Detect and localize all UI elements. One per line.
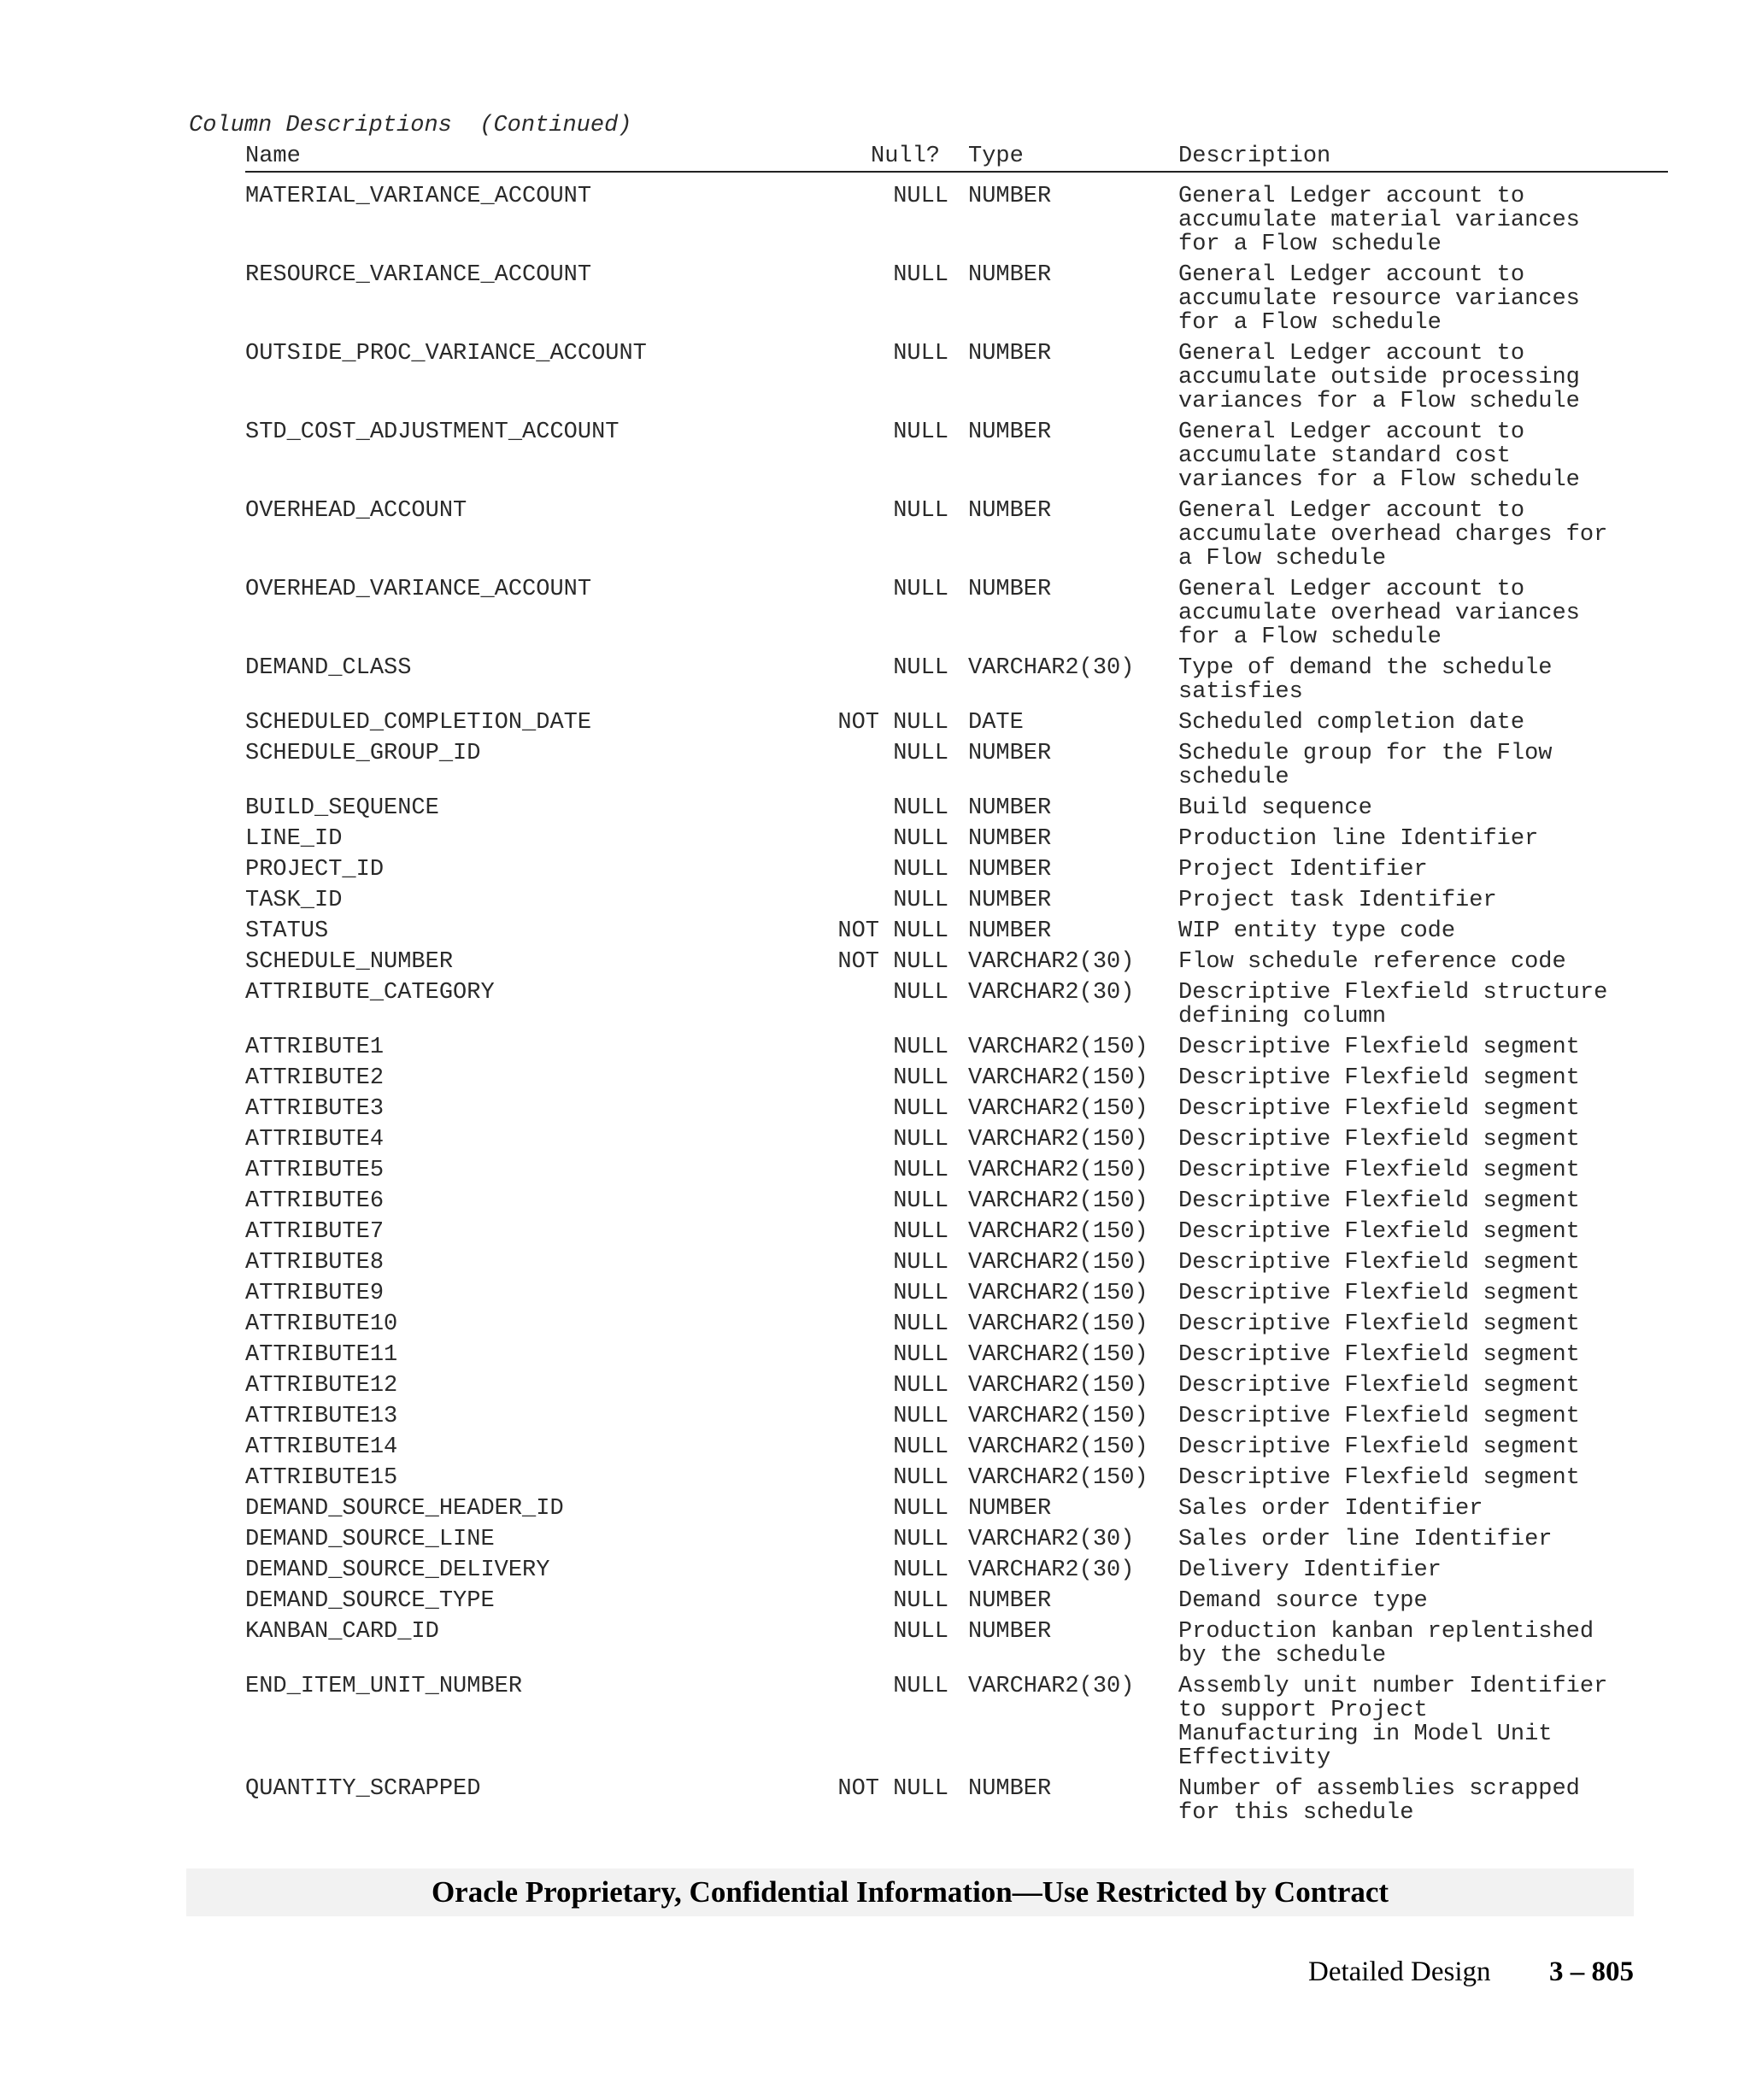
description-line: accumulate material variances [1178,208,1580,233]
description-line: Scheduled completion date [1178,710,1525,736]
column-type: NUMBER [968,857,1052,883]
column-nullability: NULL [893,1588,948,1614]
description-line: Demand source type [1178,1588,1428,1614]
header-null: Null? [871,144,941,169]
column-description [1178,1374,1691,1398]
column-description [1178,1497,1691,1521]
column-type: VARCHAR2(150) [968,1219,1148,1245]
column-name: ATTRIBUTE6 [245,1188,385,1214]
column-name: ATTRIBUTE12 [245,1373,398,1399]
column-type: VARCHAR2(150) [968,1311,1148,1337]
column-name: ATTRIBUTE_CATEGORY [245,980,495,1006]
description-line: Number of assemblies scrapped [1178,1776,1580,1802]
confidential-banner [186,1868,1634,1916]
column-description [1178,578,1691,649]
column-description [1178,742,1691,789]
description-line: Descriptive Flexfield segment [1178,1404,1580,1429]
column-description [1178,499,1691,571]
description-line: for a Flow schedule [1178,310,1442,336]
description-line: Build sequence [1178,795,1372,821]
column-nullability: NULL [893,1250,948,1276]
column-nullability: NULL [893,1035,948,1060]
column-type: NUMBER [968,795,1052,821]
description-line: Descriptive Flexfield segment [1178,1342,1580,1368]
banner-text: Oracle Proprietary, Confidential Information––Use Restricted by Contract [431,1875,1389,1909]
column-nullability: NULL [893,795,948,821]
column-name: ATTRIBUTE5 [245,1158,385,1183]
column-type: VARCHAR2(150) [968,1065,1148,1091]
description-line: Descriptive Flexfield segment [1178,1465,1580,1491]
column-description [1178,1282,1691,1305]
column-type: NUMBER [968,826,1052,852]
column-name: ATTRIBUTE15 [245,1465,398,1491]
column-type: NUMBER [968,262,1052,288]
column-name: OUTSIDE_PROC_VARIANCE_ACCOUNT [245,341,647,367]
column-name: KANBAN_CARD_ID [245,1619,439,1645]
description-line: Descriptive Flexfield segment [1178,1188,1580,1214]
column-nullability: NULL [893,419,948,445]
column-type: VARCHAR2(150) [968,1465,1148,1491]
column-type: NUMBER [968,419,1052,445]
column-type: VARCHAR2(30) [968,1527,1135,1552]
column-nullability: NULL [893,888,948,913]
column-name: DEMAND_SOURCE_HEADER_ID [245,1496,564,1522]
description-line: accumulate standard cost [1178,443,1511,469]
column-nullability: NOT NULL [837,949,948,975]
description-line: Descriptive Flexfield segment [1178,1373,1580,1399]
column-name: ATTRIBUTE3 [245,1096,385,1122]
column-name: PROJECT_ID [245,857,385,883]
column-description [1178,1035,1691,1059]
column-type: NUMBER [968,888,1052,913]
column-description [1178,1097,1691,1121]
description-line: Descriptive Flexfield segment [1178,1158,1580,1183]
column-type: VARCHAR2(30) [968,1557,1135,1583]
description-line: Descriptive Flexfield segment [1178,1065,1580,1091]
column-name: ATTRIBUTE14 [245,1434,398,1460]
column-type: NUMBER [968,341,1052,367]
description-line: accumulate overhead variances [1178,601,1580,626]
column-description [1178,420,1691,492]
column-description [1178,827,1691,851]
column-description [1178,919,1691,943]
column-name: ATTRIBUTE1 [245,1035,385,1060]
column-nullability: NULL [893,1158,948,1183]
column-description [1178,1251,1691,1275]
column-nullability: NULL [893,857,948,883]
description-line: General Ledger account to [1178,498,1525,524]
column-type: VARCHAR2(150) [968,1035,1148,1060]
description-line: Sales order line Identifier [1178,1527,1553,1552]
description-line: Assembly unit number Identifier [1178,1674,1608,1699]
description-line: by the schedule [1178,1643,1387,1669]
description-line: Descriptive Flexfield segment [1178,1311,1580,1337]
description-line: General Ledger account to [1178,262,1525,288]
column-name: ATTRIBUTE9 [245,1281,385,1306]
column-nullability: NULL [893,1219,948,1245]
column-name: BUILD_SEQUENCE [245,795,439,821]
column-name: MATERIAL_VARIANCE_ACCOUNT [245,184,592,209]
column-type: VARCHAR2(150) [968,1096,1148,1122]
description-line: defining column [1178,1004,1387,1029]
description-line: General Ledger account to [1178,341,1525,367]
description-line: variances for a Flow schedule [1178,389,1580,414]
description-line: accumulate resource variances [1178,286,1580,312]
column-type: VARCHAR2(30) [968,980,1135,1006]
column-nullability: NULL [893,1188,948,1214]
column-description [1178,796,1691,820]
column-type: NUMBER [968,918,1052,944]
column-name: END_ITEM_UNIT_NUMBER [245,1674,523,1699]
column-nullability: NULL [893,1127,948,1153]
description-line: General Ledger account to [1178,419,1525,445]
column-nullability: NOT NULL [837,918,948,944]
header-name: Name [245,144,301,169]
column-nullability: NULL [893,498,948,524]
description-line: variances for a Flow schedule [1178,467,1580,493]
column-name: SCHEDULED_COMPLETION_DATE [245,710,592,736]
column-name: SCHEDULE_GROUP_ID [245,741,481,766]
column-type: VARCHAR2(30) [968,655,1135,681]
column-nullability: NULL [893,1619,948,1645]
column-nullability: NULL [893,1281,948,1306]
column-name: TASK_ID [245,888,343,913]
column-description [1178,889,1691,912]
column-type: NUMBER [968,498,1052,524]
column-type: NUMBER [968,741,1052,766]
column-name: STD_COST_ADJUSTMENT_ACCOUNT [245,419,620,445]
header-rule [245,171,1668,173]
description-line: for this schedule [1178,1800,1414,1826]
column-name: DEMAND_SOURCE_DELIVERY [245,1557,550,1583]
column-description [1178,1589,1691,1613]
column-nullability: NULL [893,1434,948,1460]
column-type: VARCHAR2(150) [968,1188,1148,1214]
column-nullability: NULL [893,577,948,602]
column-name: ATTRIBUTE7 [245,1219,385,1245]
description-line: General Ledger account to [1178,184,1525,209]
column-description [1178,342,1691,414]
footer-section-title: Detailed Design [1308,1956,1491,1987]
column-type: NUMBER [968,1619,1052,1645]
description-line: Manufacturing in Model Unit [1178,1722,1553,1747]
column-description [1178,1528,1691,1552]
column-type: VARCHAR2(30) [968,1674,1135,1699]
description-line: accumulate overhead charges for [1178,522,1608,548]
column-type: NUMBER [968,1776,1052,1802]
description-line: Descriptive Flexfield segment [1178,1035,1580,1060]
column-nullability: NULL [893,1311,948,1337]
description-line: Effectivity [1178,1745,1331,1771]
column-type: VARCHAR2(150) [968,1158,1148,1183]
column-description [1178,1312,1691,1336]
column-type: VARCHAR2(150) [968,1127,1148,1153]
column-name: DEMAND_SOURCE_LINE [245,1527,495,1552]
column-nullability: NULL [893,655,948,681]
header-type: Type [968,144,1024,169]
column-name: SCHEDULE_NUMBER [245,949,454,975]
column-type: VARCHAR2(150) [968,1404,1148,1429]
column-nullability: NULL [893,1342,948,1368]
column-description [1178,1435,1691,1459]
description-line: Schedule group for the Flow [1178,741,1553,766]
description-line: Descriptive Flexfield structure [1178,980,1608,1006]
column-name: ATTRIBUTE4 [245,1127,385,1153]
column-description [1178,1128,1691,1152]
column-description [1178,950,1691,974]
column-name: DEMAND_CLASS [245,655,412,681]
column-name: ATTRIBUTE10 [245,1311,398,1337]
column-name: ATTRIBUTE13 [245,1404,398,1429]
column-description [1178,263,1691,335]
column-nullability: NULL [893,1404,948,1429]
column-description [1178,1466,1691,1490]
column-name: OVERHEAD_ACCOUNT [245,498,467,524]
column-nullability: NULL [893,1557,948,1583]
description-line: Descriptive Flexfield segment [1178,1096,1580,1122]
column-description [1178,1558,1691,1582]
description-line: schedule [1178,765,1289,790]
description-line: Descriptive Flexfield segment [1178,1127,1580,1153]
column-name: RESOURCE_VARIANCE_ACCOUNT [245,262,592,288]
column-type: VARCHAR2(150) [968,1250,1148,1276]
column-nullability: NULL [893,1527,948,1552]
column-nullability: NULL [893,1373,948,1399]
column-nullability: NULL [893,262,948,288]
column-name: LINE_ID [245,826,343,852]
column-name: ATTRIBUTE2 [245,1065,385,1091]
description-line: Production line Identifier [1178,826,1539,852]
column-name: ATTRIBUTE8 [245,1250,385,1276]
header-description: Description [1178,144,1331,169]
description-line: Delivery Identifier [1178,1557,1442,1583]
column-type: VARCHAR2(150) [968,1434,1148,1460]
description-line: Project task Identifier [1178,888,1497,913]
description-line: Flow schedule reference code [1178,949,1566,975]
column-description [1178,711,1691,735]
column-nullability: NULL [893,1674,948,1699]
description-line: accumulate outside processing [1178,365,1580,390]
column-name: ATTRIBUTE11 [245,1342,398,1368]
column-description [1178,981,1691,1029]
column-description [1178,1189,1691,1213]
column-description [1178,858,1691,882]
column-nullability: NULL [893,341,948,367]
column-description [1178,1343,1691,1367]
column-type: VARCHAR2(150) [968,1373,1148,1399]
column-nullability: NULL [893,184,948,209]
description-line: satisfies [1178,679,1303,705]
description-line: Production kanban replentished [1178,1619,1594,1645]
column-type: NUMBER [968,577,1052,602]
column-nullability: NULL [893,1096,948,1122]
column-nullability: NULL [893,1465,948,1491]
description-line: General Ledger account to [1178,577,1525,602]
description-line: a Flow schedule [1178,546,1387,572]
description-line: for a Flow schedule [1178,232,1442,257]
column-name: OVERHEAD_VARIANCE_ACCOUNT [245,577,592,602]
column-name: QUANTITY_SCRAPPED [245,1776,481,1802]
column-type: DATE [968,710,1024,736]
column-description [1178,1220,1691,1244]
column-description [1178,1159,1691,1182]
column-description [1178,185,1691,256]
description-line: to support Project [1178,1698,1428,1723]
column-name: STATUS [245,918,329,944]
description-line: WIP entity type code [1178,918,1456,944]
column-nullability: NULL [893,741,948,766]
description-line: Descriptive Flexfield segment [1178,1434,1580,1460]
footer-page-number: 3 – 805 [1549,1956,1634,1987]
description-line: Descriptive Flexfield segment [1178,1250,1580,1276]
column-description [1178,1066,1691,1090]
column-description [1178,1405,1691,1428]
column-name: DEMAND_SOURCE_TYPE [245,1588,495,1614]
description-line: for a Flow schedule [1178,625,1442,650]
column-nullability: NULL [893,1496,948,1522]
column-type: VARCHAR2(30) [968,949,1135,975]
column-description [1178,1675,1691,1770]
column-nullability: NULL [893,980,948,1006]
column-type: VARCHAR2(150) [968,1281,1148,1306]
description-line: Sales order Identifier [1178,1496,1483,1522]
column-nullability: NULL [893,1065,948,1091]
column-type: NUMBER [968,1588,1052,1614]
column-nullability: NOT NULL [837,1776,948,1802]
column-type: VARCHAR2(150) [968,1342,1148,1368]
column-description [1178,1777,1691,1825]
description-line: Descriptive Flexfield segment [1178,1281,1580,1306]
column-type: NUMBER [968,184,1052,209]
description-line: Descriptive Flexfield segment [1178,1219,1580,1245]
column-type: NUMBER [968,1496,1052,1522]
table-caption: Column Descriptions (Continued) [189,113,632,138]
column-description [1178,1620,1691,1668]
description-line: Type of demand the schedule [1178,655,1553,681]
column-description [1178,656,1691,704]
column-nullability: NULL [893,826,948,852]
description-line: Project Identifier [1178,857,1428,883]
column-nullability: NOT NULL [837,710,948,736]
